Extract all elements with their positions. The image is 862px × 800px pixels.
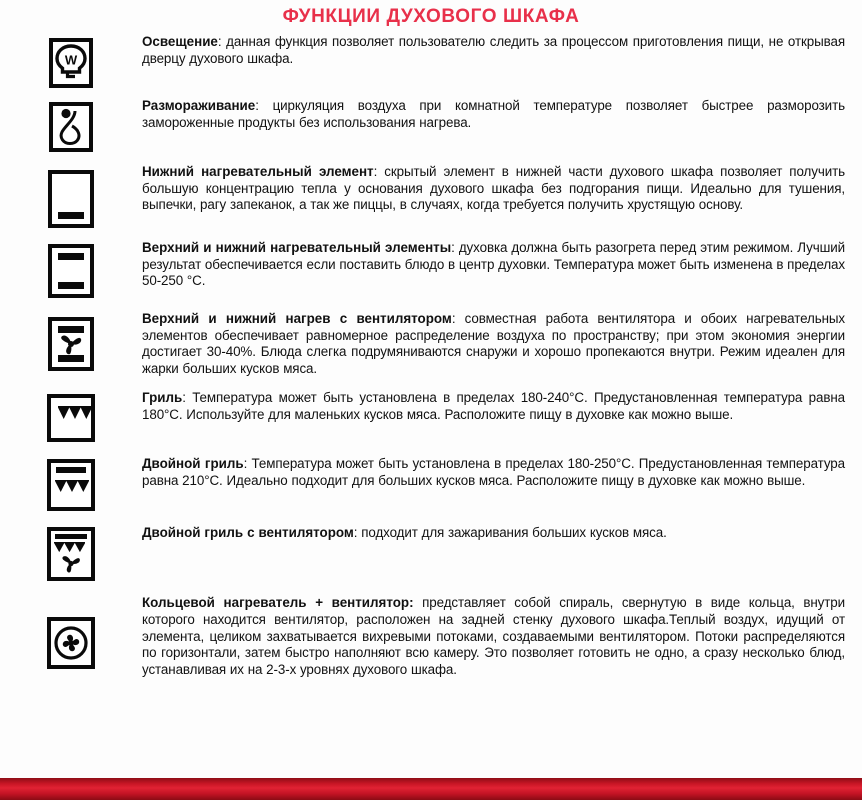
function-text (142, 98, 862, 131)
icon-cell (0, 311, 142, 371)
function-description: скрытый элемент в нижней части духового шкафа позволяет получить большую концентрацию тепла у основания духового шкафа без подгорания пищи. Идеально для тушения, выпечки, рагу запеканок, а так же пиццы, в случаях, когда требуется получить хрустящую основу. (142, 164, 845, 213)
function-name: Кольцевой нагреватель + вентилятор: (142, 595, 414, 611)
function-name: Двойной гриль с вентилятором (142, 525, 354, 541)
oven-lamp-icon (49, 38, 93, 88)
icon-cell (0, 164, 142, 228)
grill-teeth-glyph (54, 542, 85, 553)
function-description: Температура может быть установлена в пределах 180-250°С. Предустановленная температура равна 210°С. Идеально подходит для больших кусков мяса. Расположите пищу в духовке как можно выше. (142, 456, 845, 488)
function-text (142, 34, 862, 67)
function-description: представляет собой спираль, свернутую в виде кольца, внутри которого находится вентилятор, расположен на задней стенку духового шкафа.Теплый воздух, идущий от элемента, целиком захватывается вихревыми потоками, создаваемыми вентилятором. Потоки распределяются по горизонтали, затем быстро наполняют всю камеру. Это позволяет готовить не одно, а сразу несколько блюд, устанавливая их на 2-3-х уровнях духового шкафа. (142, 595, 846, 677)
icon-cell (0, 34, 142, 88)
functions-list (0, 34, 862, 678)
svg-text:W: W (64, 52, 78, 68)
function-description: совместная работа вентилятора и обоих нагревательных элементов обеспечивает равномерное распределение воздуха по пространству; при этом экономия энергии достигает 30-40%. Блюда слегка подрумяниваются снаружи и хорошо пропекаются внутри. Режим идеален для жарки больших кусков мяса. (142, 311, 845, 376)
footer-red-bar (0, 778, 862, 800)
fan-glyph (59, 553, 83, 574)
function-separator: : (182, 390, 193, 406)
function-separator: : (243, 456, 252, 472)
function-name: Нижний нагревательный элемент (142, 164, 374, 179)
function-text (142, 164, 862, 214)
function-name: Двойной гриль (142, 456, 244, 472)
function-description: данная функция позволяет пользователю следить за процессом приготовления пищи, не открывая дверцу духового шкафа. (142, 34, 845, 66)
function-description: Температура может быть установлена в пределах 180-240°С. Предустановленная температура равна 180°С. Используйте для маленьких кусков мяса. Расположите пищу в духовке как можно выше. (142, 390, 845, 422)
top-bottom-heat-with-fan-icon (48, 317, 94, 371)
function-name: Освещение (142, 34, 218, 49)
ring-fan-glyph (53, 625, 89, 661)
function-item-grill (0, 390, 862, 442)
grill-teeth-glyph (55, 480, 89, 493)
function-separator: : (217, 34, 227, 49)
function-text (142, 456, 862, 489)
function-separator: : (353, 525, 362, 541)
function-item-double-grill-fan (0, 525, 862, 581)
function-text (142, 390, 862, 423)
double-grill-with-fan-icon (47, 527, 95, 581)
function-text (142, 240, 862, 290)
function-item-lighting (0, 34, 862, 88)
double-grill-icon (47, 459, 95, 511)
ring-heater-with-fan-icon (47, 617, 95, 669)
icon-cell (0, 98, 142, 152)
top-heat-bar (58, 253, 84, 260)
grill-top-bar (55, 534, 87, 539)
function-item-bottom-element (0, 164, 862, 228)
function-item-defrost (0, 98, 862, 152)
grill-icon (47, 394, 95, 442)
icon-cell (0, 525, 142, 581)
bottom-heat-bar (58, 282, 84, 289)
grill-top-bar (56, 467, 86, 473)
function-separator: : (451, 311, 465, 326)
bottom-heating-element-icon (48, 170, 94, 228)
icon-cell (0, 456, 142, 511)
function-separator: : (255, 98, 273, 113)
function-separator: : (373, 164, 385, 179)
icon-cell (0, 595, 142, 669)
function-item-ring-heater-fan (0, 595, 862, 678)
function-name: Гриль (142, 390, 183, 406)
top-bottom-heating-elements-icon (48, 244, 94, 298)
bottom-heat-bar (58, 212, 84, 219)
function-separator (414, 595, 423, 610)
function-item-top-bottom-fan (0, 311, 862, 377)
bulb-glyph (54, 44, 88, 82)
function-text (142, 525, 862, 542)
drop-glyph (55, 107, 87, 147)
icon-cell (0, 240, 142, 298)
icon-cell (0, 390, 142, 442)
defrost-drop-icon (49, 102, 93, 152)
function-separator: : (451, 240, 459, 255)
function-text (142, 311, 862, 377)
function-item-top-bottom-elements (0, 240, 862, 298)
function-item-double-grill (0, 456, 862, 511)
function-name: Верхний и нижний нагревательный элементы (142, 240, 452, 255)
function-description: духовка должна быть разогрета перед этим режимом. Лучший результат обеспечивается если поставить блюдо в центр духовки. Температура может быть изменена в пределах 50-250 °С. (142, 240, 846, 289)
function-description: подходит для зажаривания больших кусков мяса. (361, 525, 667, 541)
function-text (142, 595, 862, 678)
grill-teeth-glyph (58, 406, 92, 420)
function-name: Верхний и нижний нагрев с вентилятором (142, 311, 452, 326)
page-title: ФУНКЦИИ ДУХОВОГО ШКАФА (282, 6, 580, 27)
function-name: Размораживание (142, 98, 256, 113)
function-description: циркуляция воздуха при комнатной температуре позволяет быстрее разморозить замороженные продукты без использования нагрева. (142, 98, 845, 130)
bottom-heat-bar (58, 355, 84, 362)
fan-glyph (58, 332, 84, 356)
